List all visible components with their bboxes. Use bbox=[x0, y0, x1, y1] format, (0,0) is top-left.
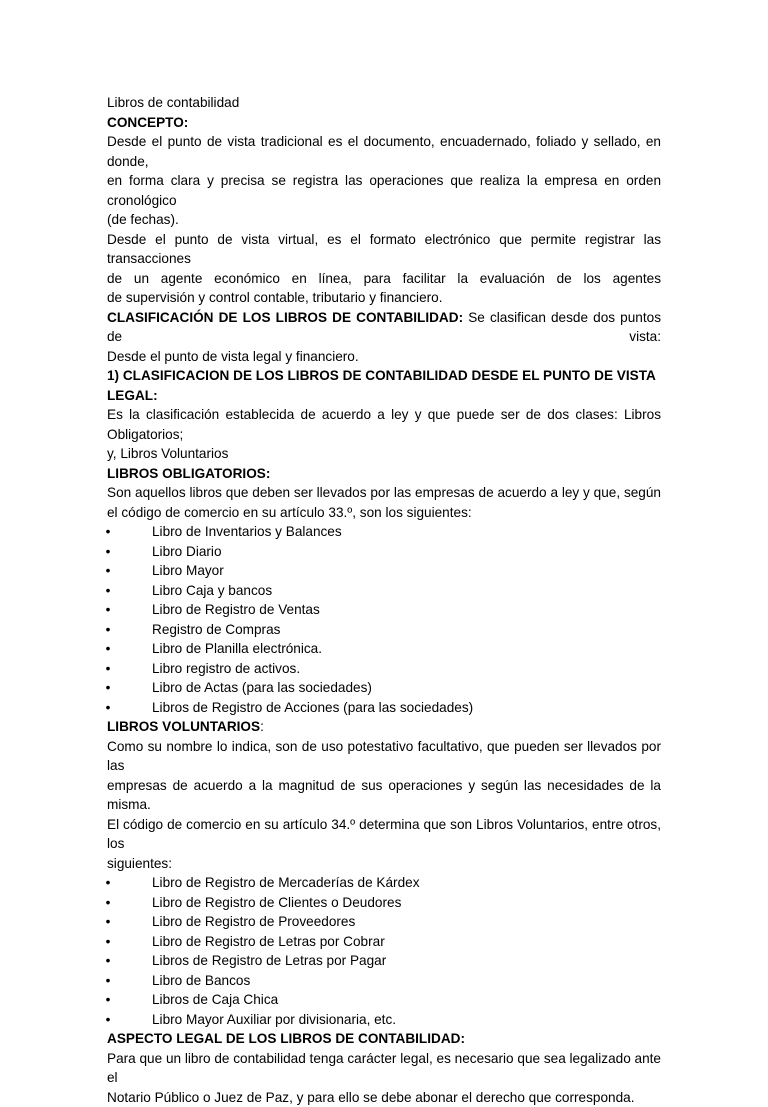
bullet-icon: • bbox=[103, 542, 113, 562]
bullet-icon: • bbox=[103, 971, 113, 991]
concepto-p1-line1: Desde el punto de vista tradicional es el documento, encuadernado, foliado y sellado, en donde, bbox=[107, 132, 661, 171]
document-title: Libros de contabilidad bbox=[107, 93, 661, 113]
concepto-p1-line2: en forma clara y precisa se registra las operaciones que realiza la empresa en orden cronológico bbox=[107, 171, 661, 210]
list-item bbox=[107, 600, 661, 620]
concepto-p2-line1: Desde el punto de vista virtual, es el formato electrónico que permite registrar las transacciones bbox=[107, 230, 661, 269]
voluntarios-line1: Como su nombre lo indica, son de uso potestativo facultativo, que pueden ser llevados por las bbox=[107, 737, 661, 776]
legal-point-line2: y, Libros Voluntarios bbox=[107, 444, 661, 464]
bullet-icon: • bbox=[103, 581, 113, 601]
bullet-icon: • bbox=[103, 600, 113, 620]
bullet-icon: • bbox=[103, 561, 113, 581]
obligatorios-list bbox=[107, 522, 661, 717]
list-item bbox=[107, 932, 661, 952]
list-item-text: Libro de Inventarios y Balances bbox=[152, 524, 342, 539]
list-item bbox=[107, 698, 661, 718]
list-item-text: Libro Caja y bancos bbox=[152, 583, 272, 598]
list-item-text: Libro Diario bbox=[152, 544, 222, 559]
list-item-text: Libro de Registro de Letras por Cobrar bbox=[152, 934, 385, 949]
list-item bbox=[107, 990, 661, 1010]
list-item bbox=[107, 659, 661, 679]
bullet-icon: • bbox=[103, 1010, 113, 1030]
list-item bbox=[107, 522, 661, 542]
voluntarios-list bbox=[107, 873, 661, 1029]
list-item bbox=[107, 873, 661, 893]
list-item-text: Libro de Registro de Clientes o Deudores bbox=[152, 895, 401, 910]
voluntarios-heading: LIBROS VOLUNTARIOS bbox=[107, 719, 260, 734]
bullet-icon: • bbox=[103, 932, 113, 952]
list-item bbox=[107, 893, 661, 913]
bullet-icon: • bbox=[103, 990, 113, 1010]
concepto-p2-line3: de supervisión y control contable, tributario y financiero. bbox=[107, 288, 661, 308]
list-item-text: Libro de Registro de Mercaderías de Kárdex bbox=[152, 875, 420, 890]
legal-point-heading: 1) CLASIFICACION DE LOS LIBROS DE CONTABILIDAD DESDE EL PUNTO DE VISTA LEGAL: bbox=[107, 368, 655, 403]
obligatorios-line2: el código de comercio en su artículo 33.º, son los siguientes: bbox=[107, 503, 661, 523]
obligatorios-heading: LIBROS OBLIGATORIOS: bbox=[107, 466, 270, 481]
list-item-text: Libros de Registro de Acciones (para las sociedades) bbox=[152, 700, 473, 715]
bullet-icon: • bbox=[103, 678, 113, 698]
list-item bbox=[107, 1010, 661, 1030]
list-item-text: Libro de Registro de Proveedores bbox=[152, 914, 355, 929]
bullet-icon: • bbox=[103, 639, 113, 659]
voluntarios-heading-line bbox=[107, 717, 661, 737]
list-item bbox=[107, 971, 661, 991]
bullet-icon: • bbox=[103, 698, 113, 718]
list-item bbox=[107, 542, 661, 562]
list-item bbox=[107, 912, 661, 932]
list-item-text: Libro Mayor bbox=[152, 563, 224, 578]
list-item-text: Libro de Actas (para las sociedades) bbox=[152, 680, 372, 695]
list-item-text: Libros de Registro de Letras por Pagar bbox=[152, 953, 386, 968]
voluntarios-line3: El código de comercio en su artículo 34.º determina que son Libros Voluntarios, entre otros, los bbox=[107, 815, 661, 854]
voluntarios-line2: empresas de acuerdo a la magnitud de sus operaciones y según las necesidades de la misma. bbox=[107, 776, 661, 815]
bullet-icon: • bbox=[103, 620, 113, 640]
legal-point-heading-line bbox=[107, 366, 661, 405]
list-item bbox=[107, 581, 661, 601]
obligatorios-line1: Son aquellos libros que deben ser llevados por las empresas de acuerdo a ley y que, según bbox=[107, 483, 661, 503]
aspecto-legal-line1: Para que un libro de contabilidad tenga carácter legal, es necesario que sea legalizado ante el bbox=[107, 1049, 661, 1088]
list-item bbox=[107, 561, 661, 581]
list-item bbox=[107, 639, 661, 659]
list-item-text: Libro de Bancos bbox=[152, 973, 250, 988]
clasificacion-line1 bbox=[107, 308, 661, 347]
bullet-icon: • bbox=[103, 873, 113, 893]
obligatorios-heading-line bbox=[107, 464, 661, 484]
voluntarios-line4: siguientes: bbox=[107, 854, 661, 874]
list-item bbox=[107, 620, 661, 640]
list-item bbox=[107, 951, 661, 971]
bullet-icon: • bbox=[103, 522, 113, 542]
list-item-text: Registro de Compras bbox=[152, 622, 280, 637]
aspecto-legal-heading: ASPECTO LEGAL DE LOS LIBROS DE CONTABILIDAD: bbox=[107, 1031, 465, 1046]
clasificacion-line2: Desde el punto de vista legal y financiero. bbox=[107, 347, 661, 367]
list-item bbox=[107, 678, 661, 698]
bullet-icon: • bbox=[103, 659, 113, 679]
bullet-icon: • bbox=[103, 912, 113, 932]
clasificacion-text: Se clasifican desde dos puntos de vista: bbox=[107, 310, 661, 345]
clasificacion-heading: CLASIFICACIÓN DE LOS LIBROS DE CONTABILIDAD: bbox=[107, 310, 463, 325]
concepto-p1-line3: (de fechas). bbox=[107, 210, 661, 230]
list-item-text: Libro de Registro de Ventas bbox=[152, 602, 320, 617]
aspecto-legal-heading-line bbox=[107, 1029, 661, 1049]
list-item-text: Libro Mayor Auxiliar por divisionaria, etc. bbox=[152, 1012, 396, 1027]
legal-point-line1: Es la clasificación establecida de acuerdo a ley y que puede ser de dos clases: Libros Obligatorios; bbox=[107, 405, 661, 444]
concepto-p2-line2: de un agente económico en línea, para facilitar la evaluación de los agentes bbox=[107, 269, 661, 289]
document-page bbox=[107, 93, 661, 1107]
list-item-text: Libros de Caja Chica bbox=[152, 992, 278, 1007]
bullet-icon: • bbox=[103, 893, 113, 913]
concepto-heading bbox=[107, 113, 661, 133]
bullet-icon: • bbox=[103, 951, 113, 971]
concepto-heading-text: CONCEPTO: bbox=[107, 115, 188, 130]
list-item-text: Libro registro de activos. bbox=[152, 661, 300, 676]
voluntarios-colon: : bbox=[260, 719, 264, 734]
aspecto-legal-line2: Notario Público o Juez de Paz, y para ello se debe abonar el derecho que corresponda. bbox=[107, 1088, 661, 1107]
list-item-text: Libro de Planilla electrónica. bbox=[152, 641, 322, 656]
